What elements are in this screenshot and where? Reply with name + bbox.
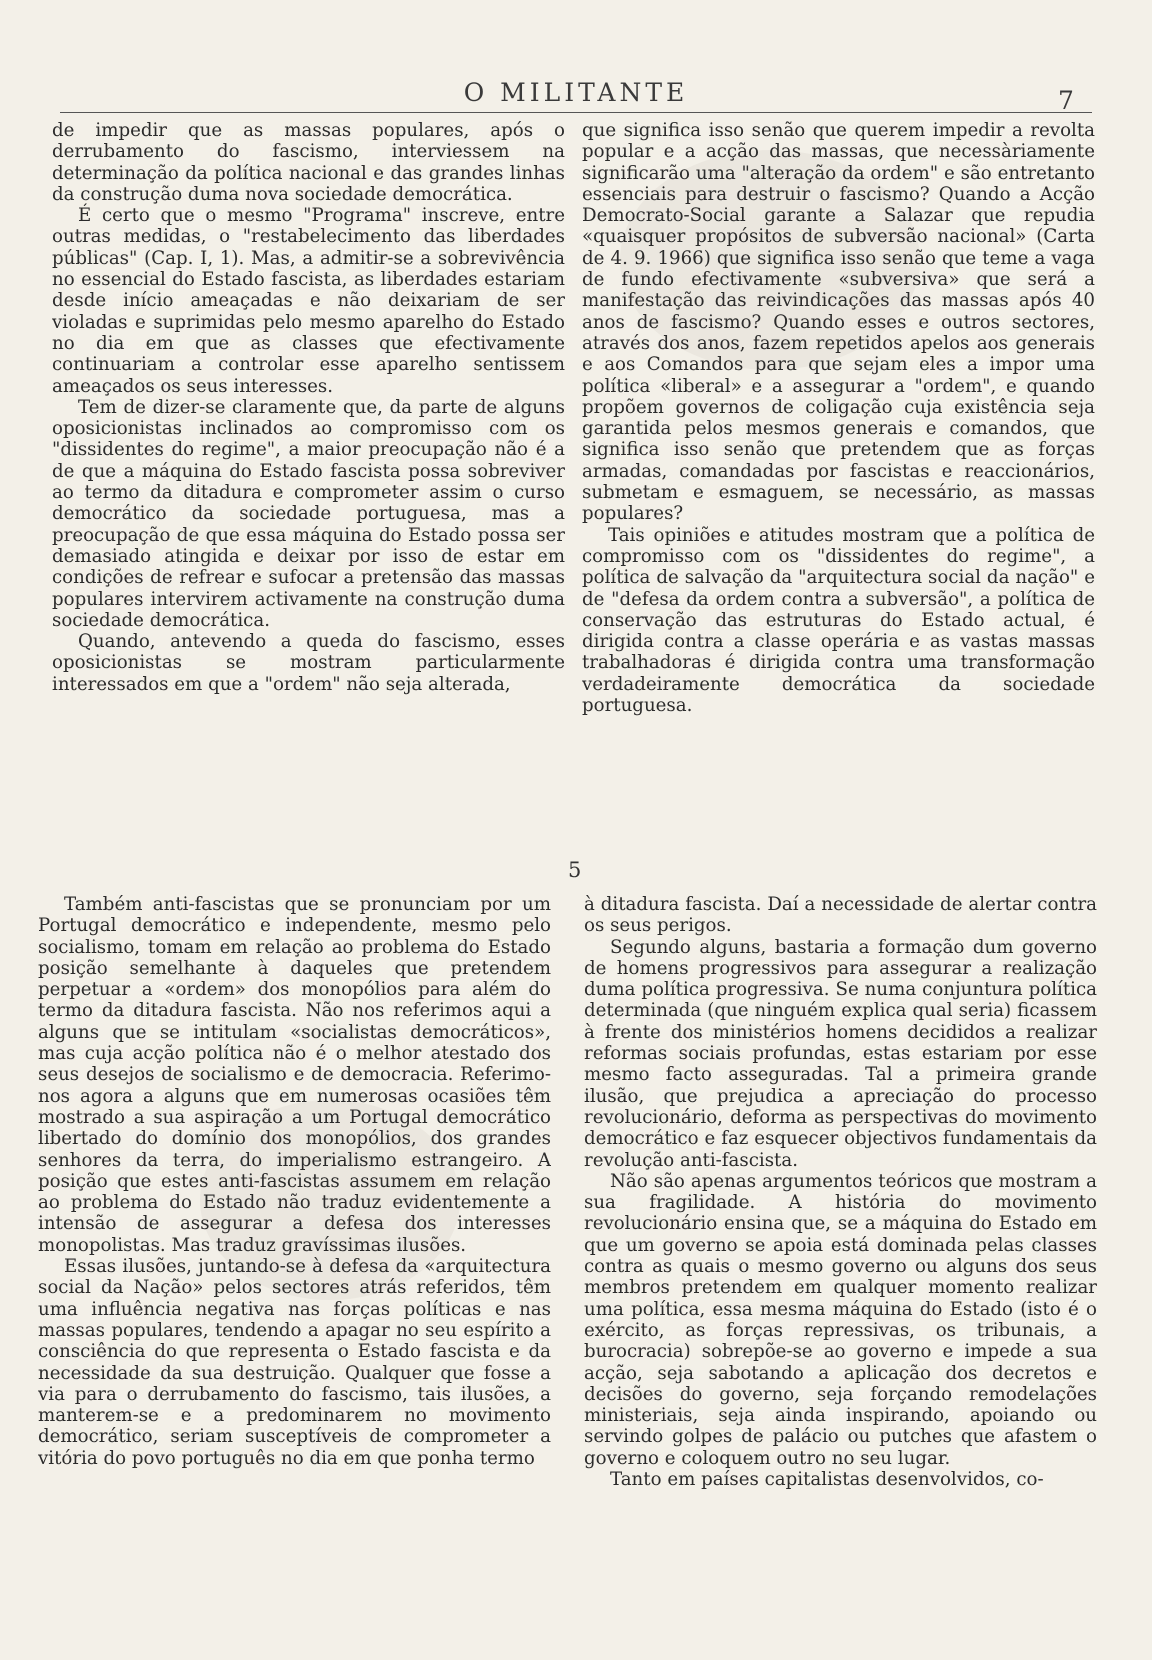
paragraph: Segundo alguns, bastaria a formação dum governo de homens progressivos para assegurar a realização duma política progressiva. Se numa conjuntura política determinada (que ninguém explica qual seria) ficassem à frente dos ministérios homens decididos a realizar reformas sociais profundas, estas estariam por esse mesmo facto asseguradas. Tal a primeira grande ilusão, que prejudica a apreciação do processo revolucionário, deforma as perspectivas do movimento democrático e faz esquecer objectivos fundamentais da revolução anti-fascista. [584,936,1097,1171]
column-bottom-left [38,894,551,1639]
paragraph: Também anti-fascistas que se pronunciam por um Portugal democrático e independente, mesmo pelo socialismo, tomam em relação ao problema do Estado posição semelhante à daqueles que pretendem perpetuar a «ordem» dos monopólios para além do termo da ditadura fascista. Não nos referimos aqui a alguns que se intitulam «socialistas democráticos», mas cuja acção política não é o melhor atestado dos seus desejos de socialismo e de democracia. Referimo-nos agora a alguns que em numerosas ocasiões têm mostrado a sua aspiração a um Portugal democrático libertado do domínio dos monopólios, dos grandes senhores da terra, do imperialismo estrangeiro. A posição que estes anti-fascistas assumem em relação ao problema do Estado não traduz evidentemente a intensão de assegurar a defesa dos interesses monopolistas. Mas traduz gravíssimas ilusões. [38,894,551,1256]
running-head: O MILITANTE [463,78,689,107]
paragraph: de impedir que as massas populares, após o derrubamento do fascismo, interviessem na determinação da política nacional e das grandes linhas da construção duma nova sociedade democrática. [52,120,565,205]
section-number: 5 [568,858,582,882]
column-top-left [52,120,565,820]
column-top-right [582,120,1095,820]
page-number: 7 [1058,86,1074,115]
paragraph: Tanto em países capitalistas desenvolvidos, co- [610,1469,1044,1491]
header-rule [60,112,1092,113]
column-bottom-right [584,894,1097,1639]
paragraph: Essas ilusões, juntando-se à defesa da «arquitectura social da Nação» pelos sectores atrás referidos, têm uma influência negativa nas forças políticas e nas massas populares, tendendo a apagar no seu espírito a consciência do que representa o Estado fascista e da necessidade da sua destruição. Qualquer que fosse a via para o derrubamento do fascismo, tais ilusões, a manterem-se e a predominarem no movimento democrático, seriam susceptíveis de comprometer a vitória do povo português no dia em que ponha termo [38,1256,551,1469]
paragraph: Tais opiniões e atitudes mostram que a política de compromisso com os "dissidentes do regime", a política de salvação da "arquitectura social da nação" e de "defesa da ordem contra a subversão", a política de conservação das estruturas do Estado actual, é dirigida contra a classe operária e as vastas massas trabalhadoras é dirigida contra uma transformação verdadeiramente democrática da sociedade portuguesa. [582,524,1095,717]
paragraph: à ditadura fascista. Daí a necessidade de alertar contra os seus perigos. [584,894,1097,937]
paragraph: Não são apenas argumentos teóricos que mostram a sua fragilidade. A história do movimento revolucionário ensina que, se a máquina do Estado em que um governo se apoia está dominada pelas classes contra as quais o mesmo governo ou alguns dos seus membros pretendem em qualquer momento realizar uma política, essa mesma máquina do Estado (isto é o exército, as forças repressivas, os tribunais, a burocracia) sobrepõe-se ao governo e impede a sua acção, seja sabotando a aplicação dos decretos e decisões do governo, seja forçando remodelações ministeriais, seja ainda inspirando, apoiando ou servindo golpes de palácio ou putches que afastem o governo e coloquem outro no seu lugar. [584,1170,1097,1469]
paragraph: que significa isso senão que querem impedir a revolta popular e a acção das massas, que necessàriamente significarão uma "alteração da ordem" e são entretanto essenciais para destruir o fascismo? Quando a Acção Democrato-Social garante a Salazar que repudia «quaisquer propósitos de subversão nacional» (Carta de 4. 9. 1966) que significa isso senão que teme a vaga de fundo efectivamente «subversiva» que será a manifestação das reivindicações das massas após 40 anos de fascismo? Quando esses e outros sectores, através dos anos, fazem repetidos apelos aos generais e aos Comandos para que sejam eles a impor uma política «liberal» e a assegurar a "ordem", e quando propõem governos de coligação cuja existência seja garantida pelos mesmos generais e comandos, que significa isso senão que pretendem que as forças armadas, comandadas por fascistas e reaccionários, submetam e esmaguem, se necessário, as massas populares? [582,120,1095,525]
paragraph: É certo que o mesmo "Programa" inscreve, entre outras medidas, o "restabelecimento das liberdades públicas" (Cap. I, 1). Mas, a admitir-se a sobrevivência no essencial do Estado fascista, as liberdades estariam desde início ameaçadas e não deixariam de ser violadas e suprimidas pelo mesmo aparelho do Estado no dia em que as classes que efectivamente continuariam a controlar esse aparelho sentissem ameaçados os seus interesses. [52,205,565,397]
paragraph: Quando, antevendo a queda do fascismo, esses oposicionistas se mostram particularmente interessados em que a "ordem" não seja alterada, [52,631,565,695]
paragraph: Tem de dizer-se claramente que, da parte de alguns oposicionistas inclinados ao compromisso com os "dissidentes do regime", a maior preocupação não é a de que a máquina do Estado fascista possa sobreviver ao termo da ditadura e comprometer assim o curso democrático da sociedade portuguesa, mas a preocupação de que essa máquina do Estado possa ser demasiado atingida e deixar por isso de estar em condições de refrear e sufocar a pretensão das massas populares intervirem activamente na construção duma sociedade democrática. [52,396,565,631]
